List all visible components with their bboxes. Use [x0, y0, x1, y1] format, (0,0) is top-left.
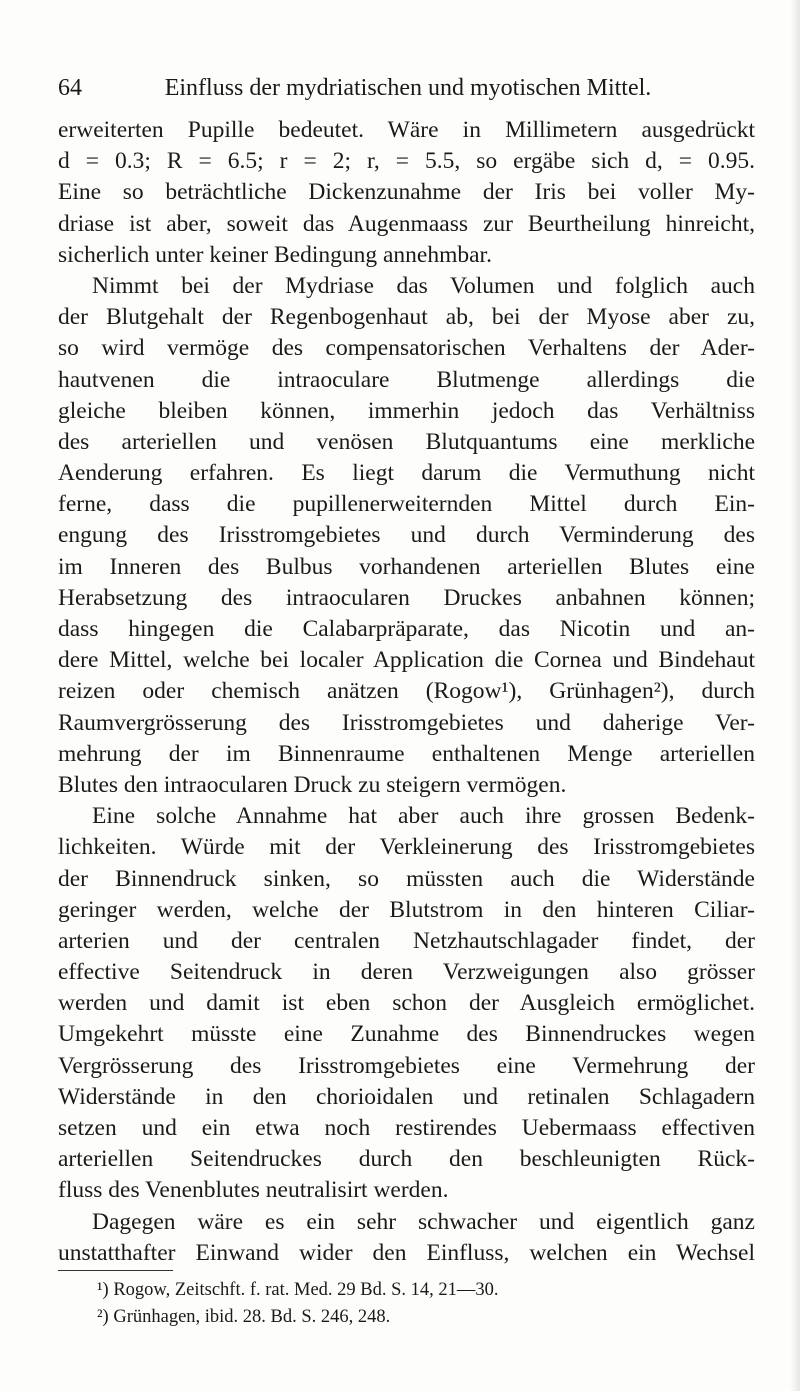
text-line: im Inneren des Bulbus vorhandenen arteriellen Blutes eine [58, 553, 755, 580]
text-line: erweiterten Pupille bedeutet. Wäre in Millimetern ausgedrückt [58, 117, 755, 143]
text-line: Blutes den intraocularen Druck zu steigern vermögen. [58, 771, 567, 798]
body-text [58, 115, 755, 1269]
text-line: driase ist aber, soweit das Augenmaass zur Beurtheilung hinreicht, [58, 210, 755, 237]
text-line: setzen und ein etwa noch restirendes Uebermaass effectiven [58, 1115, 755, 1141]
text-line: Eine solche Annahme hat aber auch ihre grossen Bedenk- [92, 803, 755, 830]
page-number: 64 [58, 75, 82, 101]
running-header [58, 70, 758, 106]
text-line: Vergrösserung des Irisstromgebietes eine Vermehrung der [58, 1052, 755, 1079]
text-line: sicherlich unter keiner Bedingung annehmbar. [58, 241, 492, 268]
text-line: Raumvergrösserung des Irisstromgebietes und daherige Ver- [58, 709, 755, 736]
text-line: Aenderung erfahren. Es liegt darum die Vermuthung nicht [58, 460, 755, 487]
text-line: lichkeiten. Würde mit der Verkleinerung des Irisstromgebietes [58, 834, 755, 861]
text-line: werden und damit ist eben schon der Ausgleich ermöglichet. [58, 990, 755, 1017]
footnotes [97, 1277, 747, 1331]
footnote: ¹) Rogow, Zeitschft. f. rat. Med. 29 Bd. S. 14, 21—30. [97, 1280, 499, 1300]
text-line: effective Seitendruck in deren Verzweigungen also grösser [58, 959, 755, 986]
text-line: dass hingegen die Calabarpräparate, das Nicotin und an- [58, 616, 755, 642]
text-line: mehrung der im Binnenraume enthaltenen Menge arteriellen [58, 740, 755, 767]
text-line: gleiche bleiben können, immerhin jedoch das Verhältniss [58, 397, 755, 424]
text-line: d = 0.3; R = 6.5; r = 2; r, = 5.5, so ergäbe sich d, = 0.95. [58, 148, 755, 175]
running-title: Einfluss der mydriatischen und myotischen Mittel. [164, 75, 652, 101]
text-line: Nimmt bei der Mydriase das Volumen und folglich auch [92, 272, 755, 299]
text-line: Dagegen wäre es ein sehr schwacher und eigentlich ganz [92, 1208, 755, 1235]
text-line: reizen oder chemisch anätzen (Rogow¹), Grünhagen²), durch [58, 678, 755, 705]
text-line: Herabsetzung des intraocularen Druckes anbahnen können; [58, 584, 755, 611]
text-line: des arteriellen und venösen Blutquantums eine merkliche [58, 428, 755, 455]
text-line: so wird vermöge des compensatorischen Verhaltens der Ader- [58, 335, 755, 362]
text-line: der Blutgehalt der Regenbogenhaut ab, bei der Myose aber zu, [58, 304, 755, 331]
text-line: hautvenen die intraoculare Blutmenge allerdings die [58, 366, 755, 393]
text-line: Umgekehrt müsste eine Zunahme des Binnendruckes wegen [58, 1021, 755, 1048]
text-line: geringer werden, welche der Blutstrom in den hinteren Ciliar- [58, 896, 755, 923]
text-line: der Binnendruck sinken, so müssten auch die Widerstände [58, 865, 755, 892]
text-line: dere Mittel, welche bei localer Application die Cornea und Bindehaut [58, 647, 755, 674]
text-line: unstatthafter Einwand wider den Einfluss, welchen ein Wechsel [58, 1239, 755, 1266]
footnote: ²) Grünhagen, ibid. 28. Bd. S. 246, 248. [97, 1307, 391, 1327]
text-line: arterien und der centralen Netzhautschlagader findet, der [58, 927, 755, 954]
text-line: arteriellen Seitendruckes durch den beschleunigten Rück- [58, 1146, 755, 1173]
text-line: fluss des Venenblutes neutralisirt werden. [58, 1177, 449, 1204]
page-edge-shadow [790, 0, 800, 1391]
footnote-rule [58, 1270, 173, 1271]
text-line: engung des Irisstromgebietes und durch Verminderung des [58, 522, 755, 549]
text-line: Widerstände in den chorioidalen und retinalen Schlagadern [58, 1083, 755, 1110]
text-line: Eine so beträchtliche Dickenzunahme der Iris bei voller My- [58, 179, 755, 206]
text-line: ferne, dass die pupillenerweiternden Mittel durch Ein- [58, 491, 755, 518]
